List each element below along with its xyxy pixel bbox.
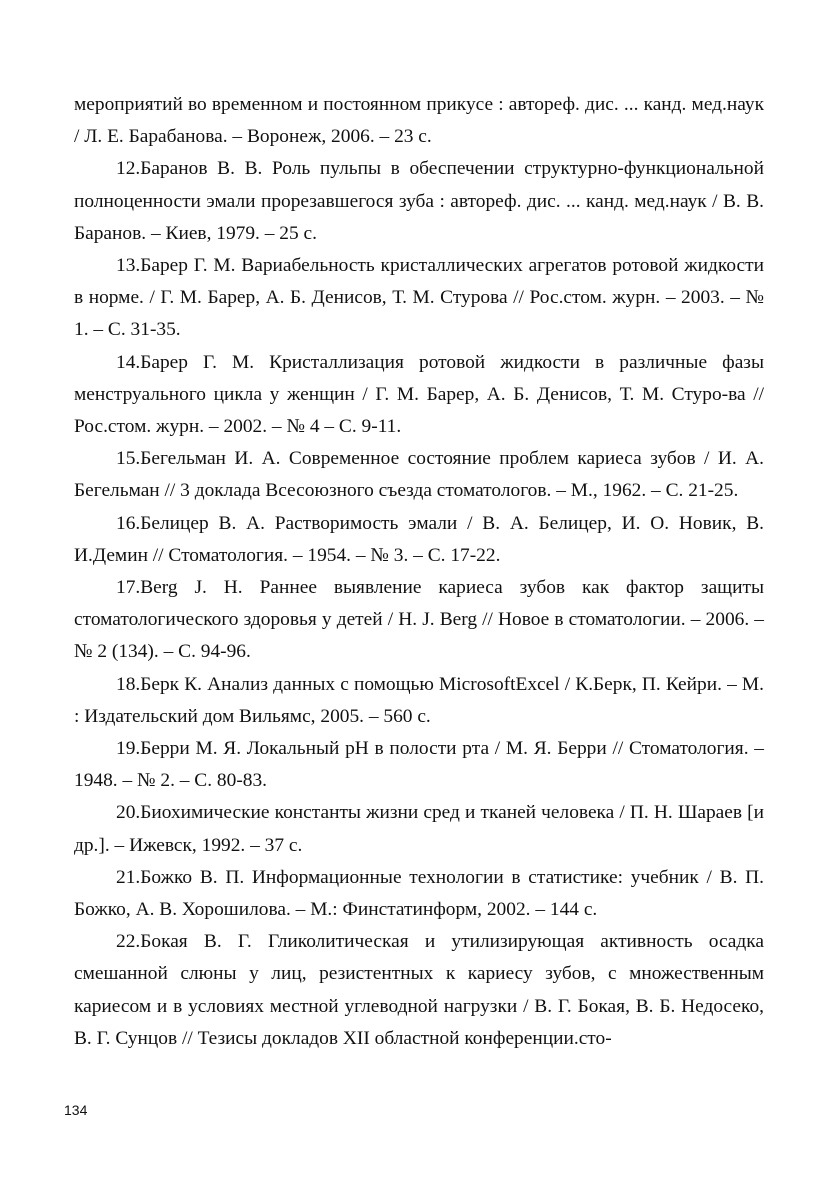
reference-entry-19: 19.Берри М. Я. Локальный pH в полости рта / М. Я. Берри // Стоматология. – 1948. – № 2. – С. 80-83.	[74, 738, 764, 792]
reference-entry-16: 16.Белицер В. А. Растворимость эмали / В. А. Белицер, И. О. Новик, В. И.Демин // Стоматология. – 1954. – № 3. – С. 17-22.	[74, 512, 764, 566]
reference-entry-13: 13.Барер Г. М. Вариабельность кристаллических агрегатов ротовой жидкости в норме. / Г. М. Барер, А. Б. Денисов, Т. М. Стурова // Рос.стом. журн. – 2003. – № 1. – С. 31-35.	[74, 255, 764, 341]
reference-entry-21: 21.Божко В. П. Информационные технологии в статистике: учебник / В. П. Божко, А. В. Хорошилова. – М.: Финстатинформ, 2002. – 144 с.	[74, 866, 764, 921]
reference-entry-15: 15.Бегельман И. А. Современное состояние проблем кариеса зубов / И. А. Бегельман // 3 доклада Всесоюзного съезда стоматологов. – М., 1962. – С. 21-25.	[74, 448, 764, 502]
reference-entry-12: 12.Баранов В. В. Роль пульпы в обеспечении структурно-функциональной полноценности эмали прорезавшегося зуба : автореф. дис. ... канд. мед.наук / В. В. Баранов. – Киев, 1979. – 25 с.	[74, 158, 764, 244]
page-number: 134	[64, 1102, 88, 1118]
reference-entry-14: 14.Барер Г. М. Кристаллизация ротовой жидкости в различные фазы менструального цикла у женщин / Г. М. Барер, А. Б. Денисов, Т. М. Стуро-ва // Рос.стом. журн. – 2002. – № 4 – С. 9-11.	[74, 351, 764, 438]
reference-list	[74, 89, 764, 1055]
reference-entry-17: 17.Berg J. H. Раннее выявление кариеса зубов как фактор защиты стоматологического здоровья у детей / H. J. Berg // Новое в стоматологии. – 2006. – № 2 (134). – С. 94-96.	[74, 577, 764, 663]
reference-entry-continued: мероприятий во временном и постоянном прикусе : автореф. дис. ... канд. мед.наук / Л. Е. Барабанова. – Воронеж, 2006. – 23 с.	[74, 94, 764, 148]
reference-entry-22: 22.Бокая В. Г. Гликолитическая и утилизирующая активность осадка смешанной слюны у лиц, резистентных к кариесу зубов, с множественным кариесом и в условиях местной углеводной нагрузки / В. Г. Бокая, В. Б. Недосеко, В. Г. Сунцов // Тезисы докладов XII областной конференции.сто-	[74, 931, 764, 1049]
reference-entry-18: 18.Берк К. Анализ данных с помощью MicrosoftExcel / К.Берк, П. Кейри. – М. : Издательский дом Вильямс, 2005. – 560 с.	[74, 673, 764, 727]
reference-entry-20: 20.Биохимические константы жизни сред и тканей человека / П. Н. Шараев [и др.]. – Ижевск, 1992. – 37 с.	[74, 802, 764, 856]
